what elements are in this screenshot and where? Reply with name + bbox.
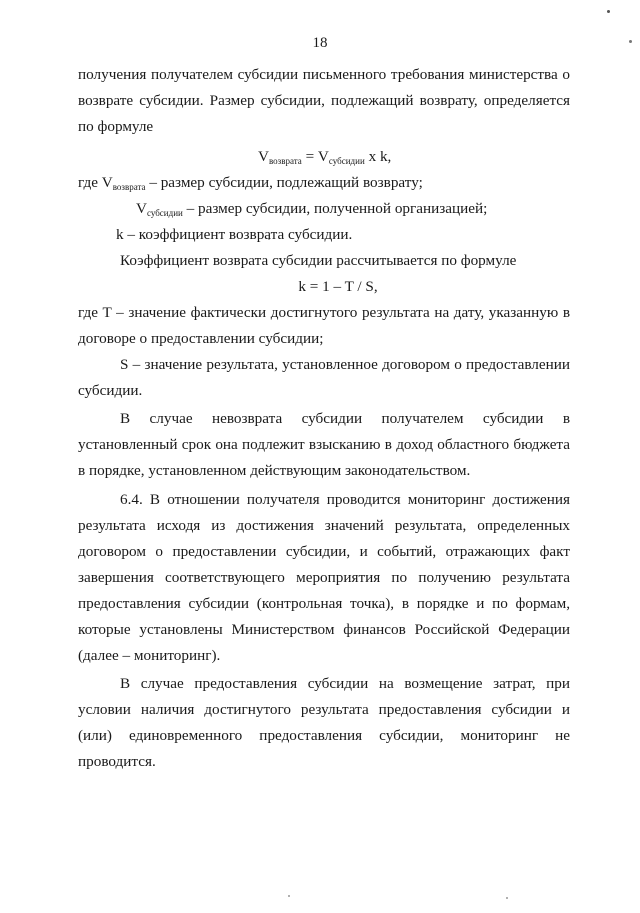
definition-v-return: где $V_{возврата}$ – размер субсидии, подлежащий возврату; xyxy=(78,174,423,192)
paragraph: получения получателем субсидии письменного требования министерства о возврате субсидии. Размер субсидии, подлежащий возврату, определяется по формуле xyxy=(78,66,570,135)
document-body xyxy=(78,62,570,775)
paragraph: В случае невозврата субсидии получателем субсидии в установленный срок она подлежит взысканию в доход областного бюджета в порядке, установленном действующим законодательством. xyxy=(78,410,570,479)
paragraph: S – значение результата, установленное договором о предоставлении субсидии. xyxy=(78,356,570,399)
paragraph: Коэффициент возврата субсидии рассчитывается по формуле xyxy=(120,252,517,269)
page-number: 18 xyxy=(312,35,328,51)
paragraph: В случае предоставления субсидии на возмещение затрат, при условии наличия достигнутого результата предоставления субсидии и (или) единовременного предоставления субсидии, мониторинг не проводится. xyxy=(78,675,570,770)
definition-v-subsidy: $V_{субсидии}$ – размер субсидии, полученной организацией; xyxy=(136,200,488,218)
scan-speck xyxy=(288,895,290,897)
formula-coefficient: k = 1 – T / S, xyxy=(298,278,378,295)
paragraph: где T – значение фактически достигнутого результата на дату, указанную в договоре о предоставлении субсидии; xyxy=(78,304,570,347)
formula-return-amount: $V_{возврата} = V_{субсидии}$ x k, xyxy=(258,148,392,166)
paragraph: 6.4. В отношении получателя проводится мониторинг достижения результата исходя из достижения значений результата, определенных договором о предоставлении субсидии, и событий, отражающих факт завершения соответствующего мероприятия по получению результата предоставления субсидии (контрольная точка), в порядке и по формам, которые установлены Министерством финансов Российской Федерации (далее – мониторинг). xyxy=(78,491,570,664)
definition-k: k – коэффициент возврата субсидии. xyxy=(116,226,353,243)
scan-speck xyxy=(506,897,508,899)
scan-speck xyxy=(607,10,610,13)
